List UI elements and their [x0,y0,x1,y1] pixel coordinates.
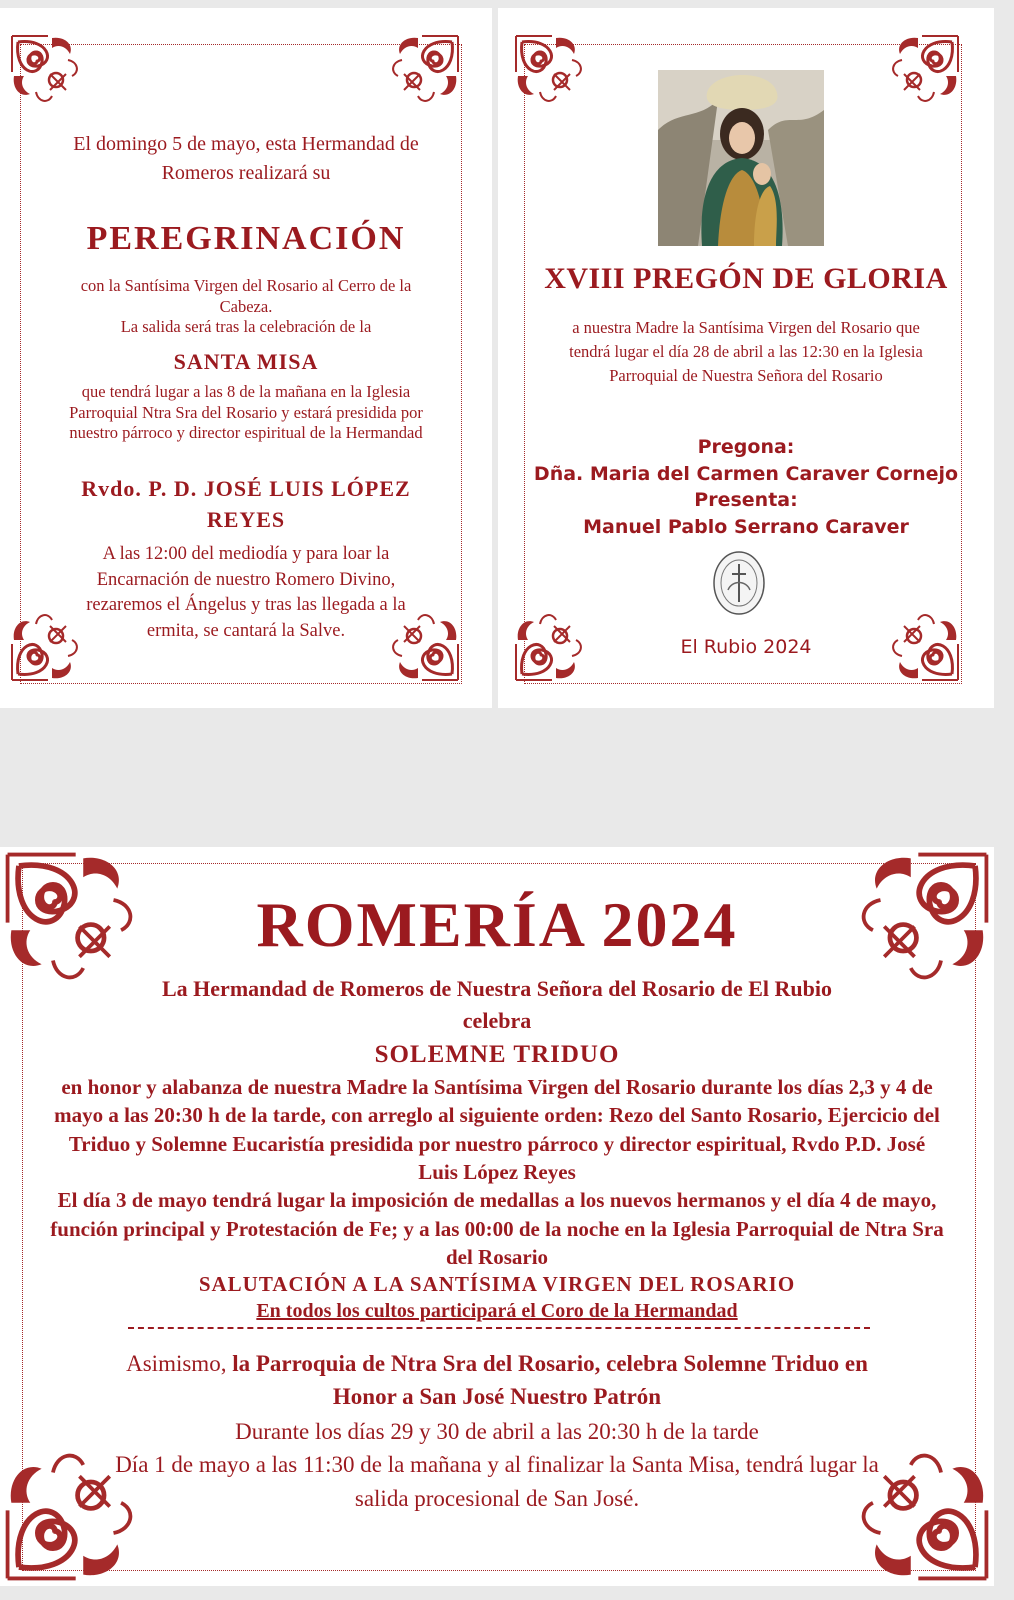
presenta-label: Presenta: [694,489,798,512]
flourish-corner-icon [8,32,82,106]
org-line: La Hermandad de Romeros de Nuestra Señora del Rosario de El Rubio [162,976,832,1001]
angelus-text: A las 12:00 del mediodía y para loar la Encarnación de nuestro Romero Divino, rezaremos el Ángelus y tras las llegada a la ermita, se cantará la Salve. [86,544,406,641]
parroquia-text: la Parroquia de Ntra Sra del Rosario, celebra Solemne Triduo en Honor a San José Nuestro Patrón [232,1351,868,1410]
triduo-details: en honor y alabanza de nuestra Madre la Santísima Virgen del Rosario durante los días 2,3 y 4 de mayo a las 20:30 h de la tarde, con arreglo al siguiente orden: Rezo del Santo Rosario, Ejercicio del Triduo y Solemne Eucaristía presidida por nuestro párroco y director espiritual, Rvdo P.D. José Luis López Reyes [54,1075,940,1185]
salutacion-heading: SALUTACIÓN A LA SANTÍSIMA VIRGEN DEL ROSARIO [198,1272,796,1296]
pregon-heading: XVIII PREGÓN DE GLORIA [544,262,948,295]
san-jose-dates: Durante los días 29 y 30 de abril a las 20:30 h de la tarde [235,1419,759,1444]
romeria-title: ROMERÍA 2024 [256,889,738,960]
pregon-card [498,8,994,708]
procesion-text: Día 1 de mayo a las 11:30 de la mañana y al finalizar la Santa Misa, tendrá lugar la salida procesional de San José. [115,1452,879,1511]
route-text: con la Santísima Virgen del Rosario al Cerro de la Cabeza. [80,276,412,316]
flourish-corner-icon [888,32,962,106]
medallas-details: El día 3 de mayo tendrá lugar la imposición de medallas a los nuevos hermanos y el día 4 de mayo, función principal y Protestación de Fe; y a las 00:00 de la noche en la Iglesia Parroquial de Ntra Sra del Rosario [50,1188,944,1270]
asimismo-paragraph [120,1347,874,1414]
peregrinacion-heading: PEREGRINACIÓN [86,220,406,257]
coro-line: En todos los cultos participará el Coro de la Hermandad [256,1300,738,1322]
pregon-footer: El Rubio 2024 [680,636,812,658]
pregona-name: Dña. Maria del Carmen Caraver Cornejo [533,462,959,485]
brotherhood-seal-icon [712,550,766,616]
pregon-details: a nuestra Madre la Santísima Virgen del Rosario que tendrá lugar el día 28 de abril a las 12:30 en la Iglesia Parroquial de Nuestra Señora del Rosario [569,318,923,385]
romeria-card [0,847,994,1586]
celebra-line: celebra [462,1007,532,1033]
virgin-statue-image [658,70,824,246]
triduo-heading: SOLEMNE TRIDUO [374,1041,620,1068]
presenta-name: Manuel Pablo Serrano Caraver [583,515,909,538]
flourish-corner-icon [388,32,462,106]
peregrinacion-card [0,8,492,708]
santa-misa-heading: SANTA MISA [173,349,319,374]
intro-text: El domingo 5 de mayo, esta Hermandad de Romeros realizará su [73,133,419,184]
celebrant-name: Rvdo. P. D. JOSÉ LUIS LÓPEZ REYES [81,476,411,532]
flourish-corner-icon [512,32,586,106]
dashed-divider [128,1327,870,1329]
pregona-label: Pregona: [697,436,795,458]
mass-details: que tendrá lugar a las 8 de la mañana en la Iglesia Parroquial Ntra Sra del Rosario y estará presidida por nuestro párroco y director espiritual de la Hermandad [69,382,423,443]
asimismo-word: Asimismo, [126,1351,227,1376]
departure-text: La salida será tras la celebración de la [120,317,372,337]
